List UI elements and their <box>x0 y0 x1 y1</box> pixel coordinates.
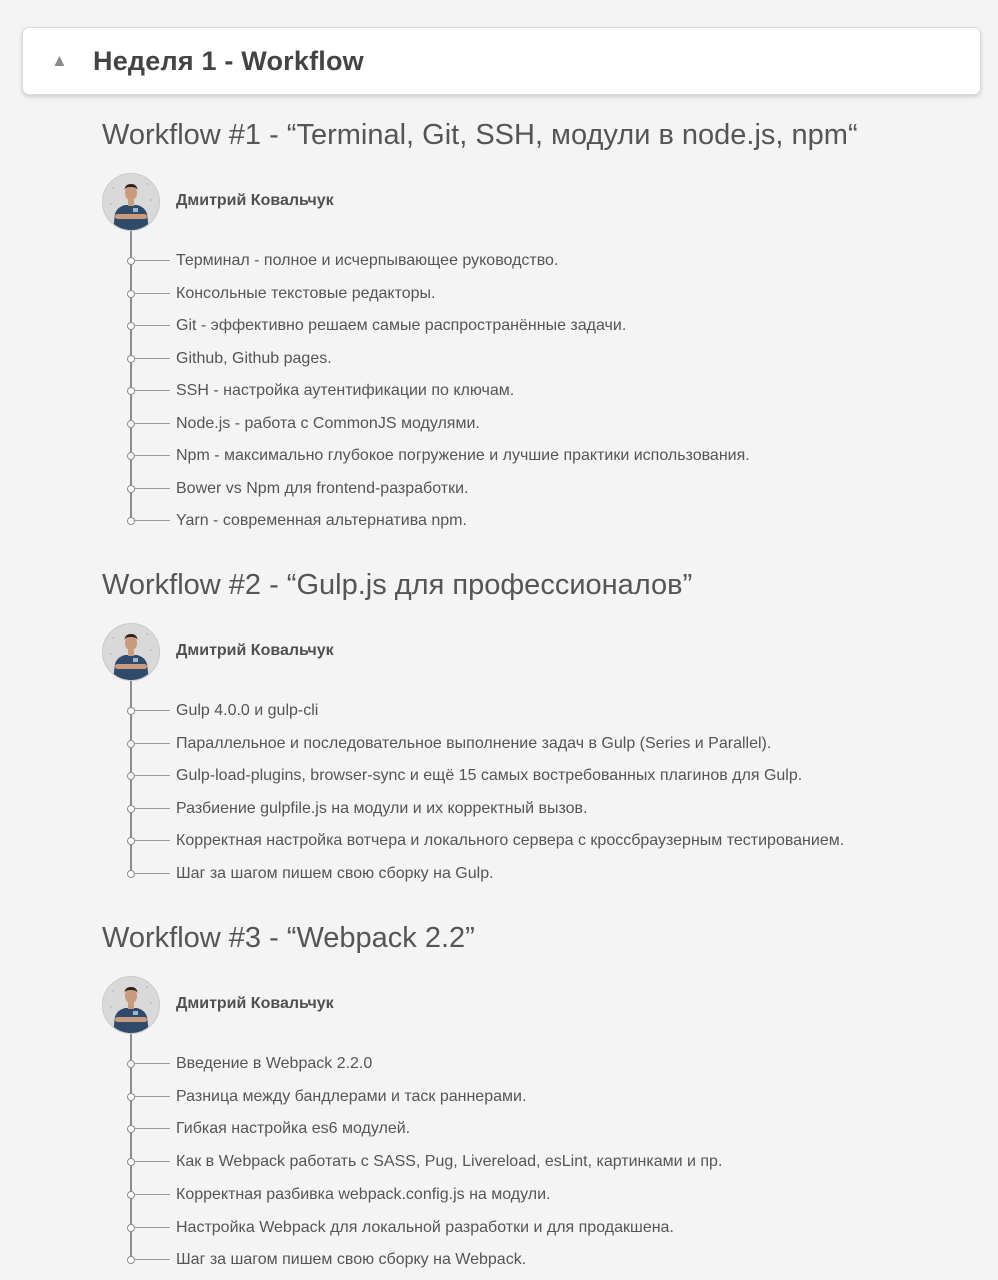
list-item-text: Гибкая настройка es6 модулей. <box>176 1120 411 1138</box>
timeline-dot <box>127 517 135 525</box>
timeline-dot <box>127 1093 135 1101</box>
list-item-text: Консольные текстовые редакторы. <box>176 284 436 302</box>
author-row <box>102 976 502 1034</box>
timeline-dot <box>127 772 135 780</box>
timeline-connector <box>135 1128 170 1129</box>
week-accordion-header[interactable] <box>22 27 981 95</box>
list-item <box>102 508 982 534</box>
list-item <box>102 1084 982 1110</box>
timeline-connector <box>135 873 170 874</box>
timeline-connector <box>135 1259 170 1260</box>
list-item-text: Gulp-load-plugins, browser-sync и ещё 15 самых востребованных плагинов для Gulp. <box>176 767 803 785</box>
timeline-dot <box>127 1060 135 1068</box>
list-item-text: Node.js - работа с CommonJS модулями. <box>176 414 480 432</box>
list-item-text: Git - эффективно решаем самые распространённые задачи. <box>176 317 627 334</box>
list-item <box>102 313 982 339</box>
list-item <box>102 698 982 724</box>
timeline-dot <box>127 420 135 428</box>
timeline-dot <box>127 1191 135 1199</box>
list-item-text: Параллельное и последовательное выполнение задач в Gulp (Series и Parallel). <box>176 734 772 752</box>
workflow-title: Workflow #2 - “Gulp.js для профессионалов” <box>102 569 693 601</box>
timeline-connector <box>135 775 170 776</box>
list-item <box>102 861 982 887</box>
timeline-connector <box>135 1096 170 1097</box>
list-item-text: Настройка Webpack для локальной разработки и для продакшена. <box>176 1218 674 1236</box>
timeline-connector <box>135 325 170 326</box>
author-name: Дмитрий Ковальчук <box>176 642 334 659</box>
list-item <box>102 281 982 307</box>
list-item <box>102 1116 982 1142</box>
workflow-section-2 <box>102 567 982 882</box>
timeline-connector <box>135 743 170 744</box>
timeline-dot <box>127 355 135 363</box>
list-item <box>102 476 982 502</box>
list-item <box>102 1149 982 1175</box>
timeline-dot <box>127 837 135 845</box>
timeline-connector <box>135 808 170 809</box>
timeline-dot <box>127 290 135 298</box>
workflow-title: Workflow #1 - “Terminal, Git, SSH, модули в node.js, npm“ <box>102 119 858 151</box>
avatar <box>102 976 160 1034</box>
list-item-text: Github, Github pages. <box>176 349 332 367</box>
timeline-dot <box>127 1256 135 1264</box>
timeline-dot <box>127 1125 135 1133</box>
author-row <box>102 623 502 681</box>
timeline-dot <box>127 805 135 813</box>
list-item-text: Шаг за шагом пишем свою сборку на Gulp. <box>176 865 494 882</box>
timeline-connector <box>135 840 170 841</box>
list-item-text: Как в Webpack работать с SASS, Pug, Livereload, esLint, картинками и пр. <box>176 1153 723 1171</box>
author-name: Дмитрий Ковальчук <box>176 192 334 209</box>
timeline-connector <box>135 293 170 294</box>
avatar <box>102 623 160 681</box>
list-item <box>102 378 982 404</box>
workflow-section-3 <box>102 920 982 1269</box>
timeline-connector <box>135 710 170 711</box>
list-item <box>102 248 982 274</box>
timeline-connector <box>135 455 170 456</box>
timeline-connector <box>135 1227 170 1228</box>
avatar <box>102 173 160 231</box>
workflow-section-1 <box>102 117 982 529</box>
timeline-dot <box>127 257 135 265</box>
timeline-dot <box>127 387 135 395</box>
list-item <box>102 1051 982 1077</box>
list-item-text: Разбиение gulpfile.js на модули и их корректный вызов. <box>176 799 588 817</box>
list-item-text: Yarn - современная альтернатива npm. <box>176 512 467 529</box>
list-item <box>102 763 982 789</box>
list-item <box>102 796 982 822</box>
triangle-up-icon[interactable]: ▲ <box>51 51 68 70</box>
list-item-text: Корректная разбивка webpack.config.js на модули. <box>176 1185 551 1203</box>
timeline-connector <box>135 1161 170 1162</box>
timeline-dot <box>127 322 135 330</box>
list-item <box>102 1247 982 1273</box>
week-title: Неделя 1 - Workflow <box>93 45 364 76</box>
timeline-connector <box>135 1063 170 1064</box>
timeline-dot <box>127 1224 135 1232</box>
timeline-dot <box>127 740 135 748</box>
author-name: Дмитрий Ковальчук <box>176 995 334 1012</box>
list-item <box>102 828 982 854</box>
list-item <box>102 1215 982 1241</box>
list-item <box>102 411 982 437</box>
list-item-text: Введение в Webpack 2.2.0 <box>176 1055 373 1072</box>
timeline-dot <box>127 1158 135 1166</box>
timeline-connector <box>135 488 170 489</box>
list-item-text: Gulp 4.0.0 и gulp-cli <box>176 702 319 719</box>
list-item-text: Шаг за шагом пишем свою сборку на Webpack. <box>176 1251 527 1269</box>
timeline-connector <box>135 260 170 261</box>
list-item <box>102 346 982 372</box>
timeline-connector <box>135 520 170 521</box>
list-item-text: Корректная настройка вотчера и локального сервера с кроссбраузерным тестированием. <box>176 832 845 850</box>
list-item-text: Bower vs Npm для frontend-разработки. <box>176 479 469 497</box>
workflow-title: Workflow #3 - “Webpack 2.2” <box>102 922 475 954</box>
list-item-text: Npm - максимально глубокое погружение и лучшие практики использования. <box>176 447 750 464</box>
list-item <box>102 1182 982 1208</box>
author-row <box>102 173 502 231</box>
timeline-connector <box>135 390 170 391</box>
timeline-connector <box>135 1194 170 1195</box>
timeline-dot <box>127 485 135 493</box>
timeline-connector <box>135 358 170 359</box>
list-item-text: Терминал - полное и исчерпывающее руководство. <box>176 252 559 269</box>
list-item-text: Разница между бандлерами и таск раннерами. <box>176 1087 527 1105</box>
timeline-dot <box>127 870 135 878</box>
list-item <box>102 443 982 469</box>
timeline-dot <box>127 452 135 460</box>
timeline-dot <box>127 707 135 715</box>
list-item <box>102 731 982 757</box>
timeline-connector <box>135 423 170 424</box>
list-item-text: SSH - настройка аутентификации по ключам. <box>176 382 515 399</box>
